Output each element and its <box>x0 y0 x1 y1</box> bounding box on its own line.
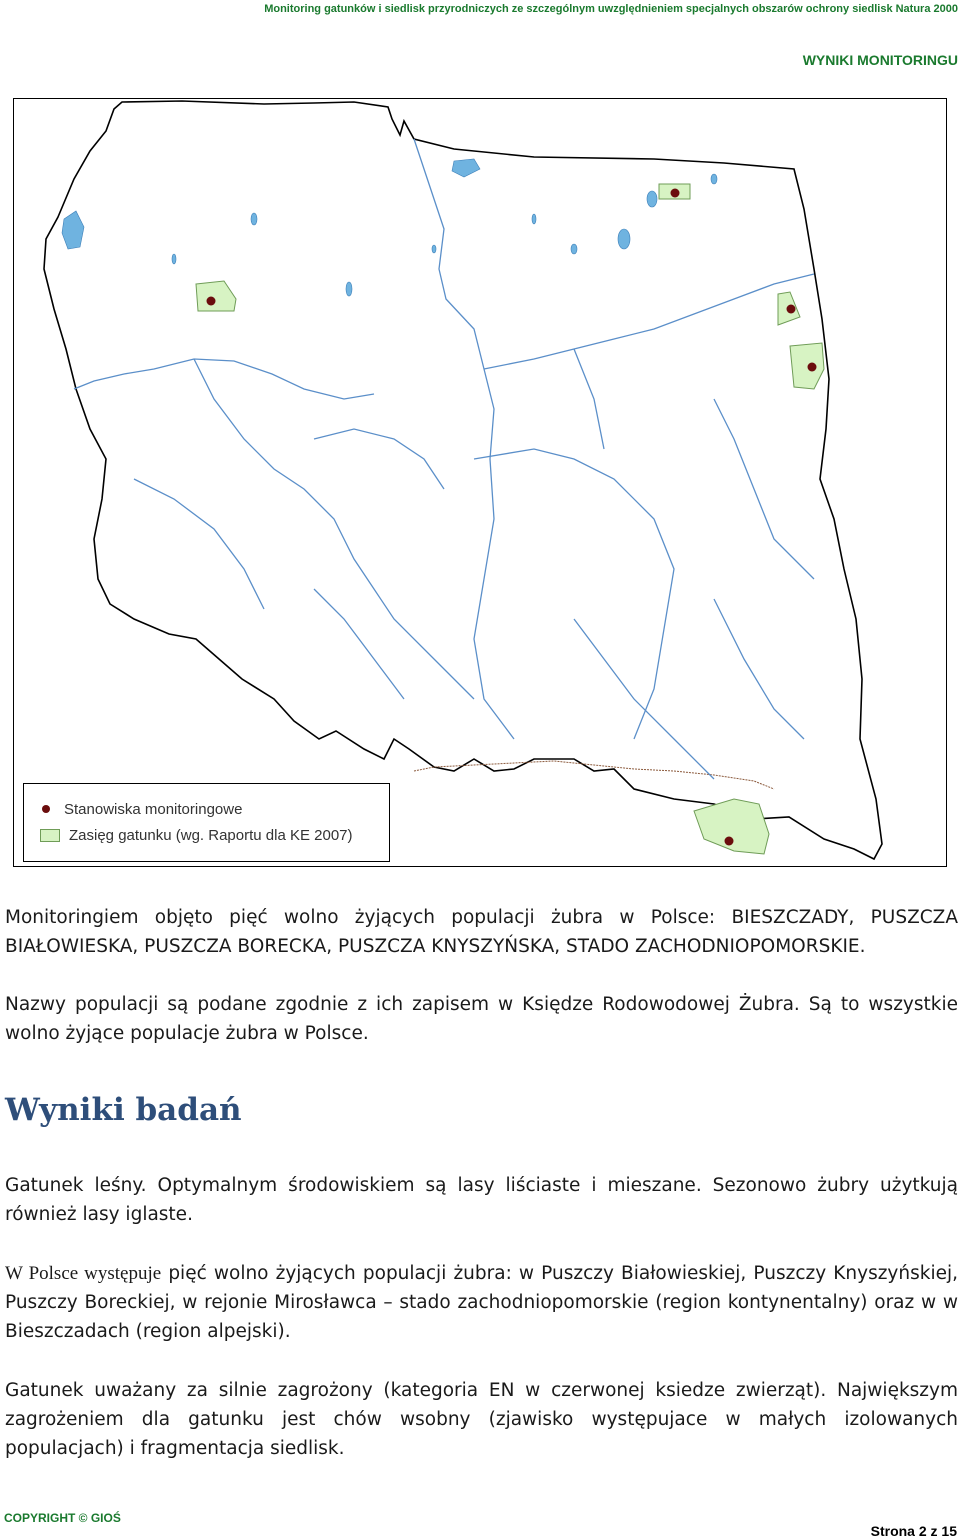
paragraph-occurrence <box>5 1259 958 1346</box>
site-marker-knyszynska <box>787 305 796 314</box>
rivers <box>74 139 814 779</box>
legend-sites <box>40 798 242 820</box>
map-legend <box>23 783 390 862</box>
legend-range <box>40 824 353 846</box>
paragraph-occurrence-lead: W Polsce występuje <box>5 1263 162 1284</box>
footer-page-number: Strona 2 z 15 <box>870 1523 957 1539</box>
site-marker-icon <box>42 805 50 813</box>
section-heading: Wyniki badań <box>5 1092 242 1128</box>
paragraph-populations: Monitoringiem objęto pięć wolno żyjących populacji żubra w Polsce: BIESZCZADY, PUSZCZA BIAŁOWIESKA, PUSZCZA BORECKA, PUSZCZA KNYSZYŃSKA, STADO ZACHODNIOPOMORSKIE. <box>5 907 958 957</box>
mountain-region-border <box>414 761 774 789</box>
legend-range-label: Zasięg gatunku (wg. Raportu dla KE 2007) <box>69 826 353 844</box>
site-marker-bialowieska <box>808 363 817 372</box>
monitoring-sites <box>207 189 817 846</box>
legend-sites-label: Stanowiska monitoringowe <box>64 800 243 818</box>
section-header: WYNIKI MONITORINGU <box>802 52 958 68</box>
range-map <box>13 98 947 867</box>
paragraph-names: Nazwy populacji są podane zgodnie z ich zapisem w Księdze Rodowodowej Żubra. Są to wszystkie wolno żyjące populacje żubra w Polsce. <box>5 994 958 1044</box>
range-swatch-icon <box>40 829 60 842</box>
poland-map-svg <box>14 99 946 866</box>
site-marker-zachodniopomorskie <box>207 297 216 306</box>
range-areas <box>196 184 824 854</box>
paragraph-occurrence-rest: pięć wolno żyjących populacji żubra: w Puszczy Białowieskiej, Puszczy Knyszyńskiej, Puszczy Boreckiej, w rejonie Mirosławca – stado zachodniopomorskie (region kontynentalny) oraz w w Bieszczadach (region alpejski). <box>5 1263 958 1342</box>
site-marker-bieszczady <box>725 837 734 846</box>
paragraph-threats: Gatunek uważany za silnie zagrożony (kategoria EN w czerwonej ksiedze zwierząt). Największym zagrożeniem dla gatunku jest chów wsobny (zjawisko występujace w małych izolowanych populacjach) i fragmentacja siedlisk. <box>5 1380 958 1459</box>
country-border <box>44 101 882 859</box>
lakes <box>62 159 717 296</box>
paragraph-habitat: Gatunek leśny. Optymalnym środowiskiem są lasy liściaste i mieszane. Sezonowo żubry użytkują również lasy iglaste. <box>5 1175 958 1225</box>
footer-copyright: COPYRIGHT © GIOŚ <box>4 1511 121 1525</box>
document-header-title: Monitoring gatunków i siedlisk przyrodniczych ze szczególnym uwzględnieniem specjalnych obszarów ochrony siedlisk Natura 2000 <box>264 3 958 15</box>
site-marker-borecka <box>671 189 680 198</box>
